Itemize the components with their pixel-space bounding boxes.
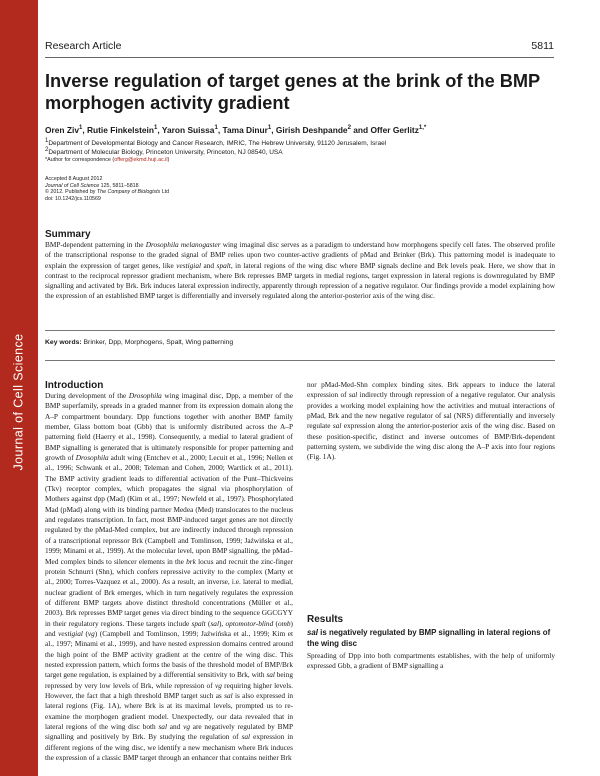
- introduction-body-left: During development of the Drosophila wing imaginal disc, Dpp, a member of the BMP superfamily, spreads in a graded manner from its expression domain along the A–P compartment boundary. Dpp functions together with another BMP family member, Glass bottom boat (Gbb) that is uniformly distributed across the A–P patterning field (Haerry et al., 1998). Consequently, a medial to lateral gradient of BMP signalling is generated that is ultimately responsible for proper patterning and growth of Drosophila adult wing (Entchev et al., 2000; Lecuit et al., 1996; Nellen et al., 1996; Schwank et al., 2008; Teleman and Cohen, 2000; Wartlick et al., 2011). The BMP activity gradient leads to differential activation of the Punt–Thickveins (Tkv) receptor complex, which propagates the signal via phosphorylation of Mothers against dpp (Mad) (Kim et al., 1997; Newfeld et al., 1997). Phosphorylated Mad (pMad) along with its binding partner Medea (Med) translocates to the nucleus and regulates transcription. In fact, most BMP-induced target genes are not directly regulated by the pMad-Med complex, but are indirectly induced through repression of a transcriptional repressor Brk (Campbell and Tomlinson, 1999; Jaźwińska et al., 1999; Minami et al., 1999). At the molecular level, upon BMP signalling, the pMad–Med complex binds to silencer elements in the brk locus and recruit the zinc-finger protein Schnurri (Shn), which confers repressive activity to the complex (Marty et al., 2000; Torres-Vazquez et al., 2000). As a result, an inverse, i.e. lateral to medial, nuclear gradient of Brk emerges, which in turn negatively regulates the expression of different BMP targets above distinct threshold concentrations (Müller et al., 2003). Brk represses BMP target genes via direct binding to the sequence GGCGYY in their regulatory regions. These targets include spalt (sal), optomotor-blind (omb) and vestigial (vg) (Campbell and Tomlinson, 1999; Jaźwińska et al., 1999; Kim et al., 1997; Minami et al., 1999), and have nested expression domains centred around the high point of the BMP activity gradient at the centre of the wing disc. This nested expression pattern, which forms the basis of the threshold model of BMP/Brk target gene regulation, is explained by a differential sensitivity to Brk, with sal being repressed by very low levels of Brk, while repression of vg requiring higher levels. However, the fact that a high threshold BMP target such as sal is also expressed in lateral regions (Fig. 1A), where Brk is at its maximal levels, prompted us to re-examine the morphogen gradient model. Unexpectedly, our data revealed that in lateral regions of the wing disc both sal and vg are negatively regulated by BMP signalling and positively by Brk. By studying the regulation of sal expression in different regions of the wing disc, we identify a new mechanism where Brk induces the expression of a classic BMP target through an enhancer that contains neither Brk: [45, 391, 293, 763]
- summary-heading: Summary: [45, 229, 91, 240]
- author-affiliation-mark: 2: [347, 125, 351, 132]
- correspondence-note: *Author for correspondence (offerg@ekmd.huji.ac.il): [45, 157, 170, 163]
- keywords: Key words: Brinker, Dpp, Morphogens, Spalt, Wing patterning: [45, 339, 234, 346]
- italic-term: sal: [224, 690, 233, 700]
- author-affiliation-mark: 1: [78, 125, 83, 132]
- italic-term: vg: [87, 628, 95, 638]
- italic-term: sal: [348, 390, 358, 400]
- italic-term: Drosophila: [75, 453, 109, 463]
- italic-term: vestigial: [58, 628, 83, 638]
- italic-term: brk: [186, 556, 196, 566]
- italic-term: vestigial: [176, 260, 202, 270]
- page-number: 5811: [531, 40, 554, 52]
- results-heading: Results: [307, 614, 344, 625]
- page-header: [45, 40, 554, 55]
- italic-term: optomotor-blind: [225, 618, 274, 628]
- author-name: Oren Ziv: [45, 125, 79, 135]
- copyright: © 2012. Published by The Company of Biologists Ltd: [45, 189, 170, 196]
- author-affiliation-mark: 1: [154, 125, 158, 132]
- italic-term: sal: [210, 618, 219, 628]
- accepted-date: Accepted 8 August 2012: [45, 176, 103, 182]
- italic-term: sal: [332, 421, 342, 431]
- affiliation-2: $^2$Department of Molecular Biology, Princeton University, Princeton, NJ 08540, USA: [45, 147, 283, 157]
- citation: Journal of Cell Science 125, 5811–5818: [45, 182, 139, 189]
- keywords-rule-top: [45, 330, 555, 331]
- author-affiliation-mark: 1,*: [418, 125, 427, 132]
- introduction-body-right: nor pMad-Med-Shn complex binding sites. Brk appears to induce the lateral expression of sal indirectly through repression of a negative regulator. Our analysis provides a working model explaining how the activities and mutual interactions of pMad, Brk and the new negative regulator of sal (NRS) differentially and inversely regulate sal expression along the anterior-posterior axis of the wing disc. Based on these position-specific, distinct and inverse outcomes of BMP/Brk-dependent patterning system, we subdivide the wing disc along the A–P axis into four regions (Fig. 1A).: [307, 380, 555, 462]
- author-name: Yaron Suissa: [161, 125, 215, 135]
- italic-term: sal: [266, 670, 275, 680]
- italic-term: spalt: [191, 618, 206, 628]
- introduction-heading: Introduction: [45, 380, 104, 391]
- italic-term: vg: [214, 680, 222, 690]
- italic-term: Drosophila melanogaster: [145, 240, 221, 249]
- article-type: Research Article: [45, 40, 122, 52]
- article-title: Inverse regulation of target genes at the brink of the BMP morphogen activity gradient: [45, 71, 540, 113]
- doi: doi: 10.1242/jcs.110569: [45, 196, 101, 203]
- summary-body: BMP-dependent patterning in the Drosophila melanogaster wing imaginal disc serves as a paradigm to understand how morphogens specify cell fates. The observed profile of the transcriptional response to the graded signal of BMP relies upon two counter-active gradients of pMad and Brinker (Brk). This patterning model is inadequate to explain the expression of target genes, like vestigial and spalt, in lateral regions of the wing disc where BMP signals decline and Brk levels peak. Here, we show that in contrast to the reciprocal repressor gradient mechanism, where Brk represses BMP targets in medial regions, target expression in lateral regions is downregulated by BMP signalling and activated by Brk. Brk induces lateral expression indirectly, apparently through repression of a negative regulator. Our findings provide a model explaining how the expression of an established BMP target is differentially and inversely regulated along the anterior-posterior axis of the wing disc.: [45, 240, 555, 301]
- italic-term: vg: [183, 722, 190, 731]
- italic-term: spalt: [216, 260, 231, 270]
- correspondence-email-link[interactable]: offerg@ekmd.huji.ac.il: [114, 157, 168, 163]
- journal-side-title: Journal of Cell Science: [12, 333, 27, 471]
- results-body: Spreading of Dpp into both compartments establishes, with the help of uniformly expressed Gbb, a gradient of BMP signalling a: [307, 651, 555, 671]
- header-rule: [45, 57, 554, 58]
- author-affiliation-mark: 1: [214, 125, 218, 132]
- author-name: Rutie Finkelstein: [86, 125, 154, 135]
- italic-term: sal: [241, 732, 251, 742]
- affiliation-1: $^1$Department of Developmental Biology and Cancer Research, IMRIC, The Hebrew University, 91120 Jerusalem, Israel: [45, 138, 387, 148]
- results-subheading: sal is negatively regulated by BMP signalling in lateral regions of the wing disc: [307, 628, 551, 648]
- keywords-rule-bottom: [45, 360, 555, 361]
- publication-meta: [45, 176, 169, 203]
- author-affiliation-mark: 1: [267, 125, 272, 132]
- italic-term: Drosophila: [128, 391, 162, 400]
- italic-term: sal: [158, 722, 167, 731]
- author-name: Tama Dinur: [222, 125, 268, 135]
- author-list: Oren Ziv$^1$, Rutie Finkelstein$^1$, Yaron Suissa$^1$, Tama Dinur$^1$, Girish Deshpande$^2$ and Offer Gerlitz$^{1,*}$: [45, 125, 427, 135]
- italic-term: omb: [277, 618, 291, 628]
- author-name: Girish Deshpande: [275, 125, 348, 135]
- author-name: Offer Gerlitz: [370, 125, 419, 135]
